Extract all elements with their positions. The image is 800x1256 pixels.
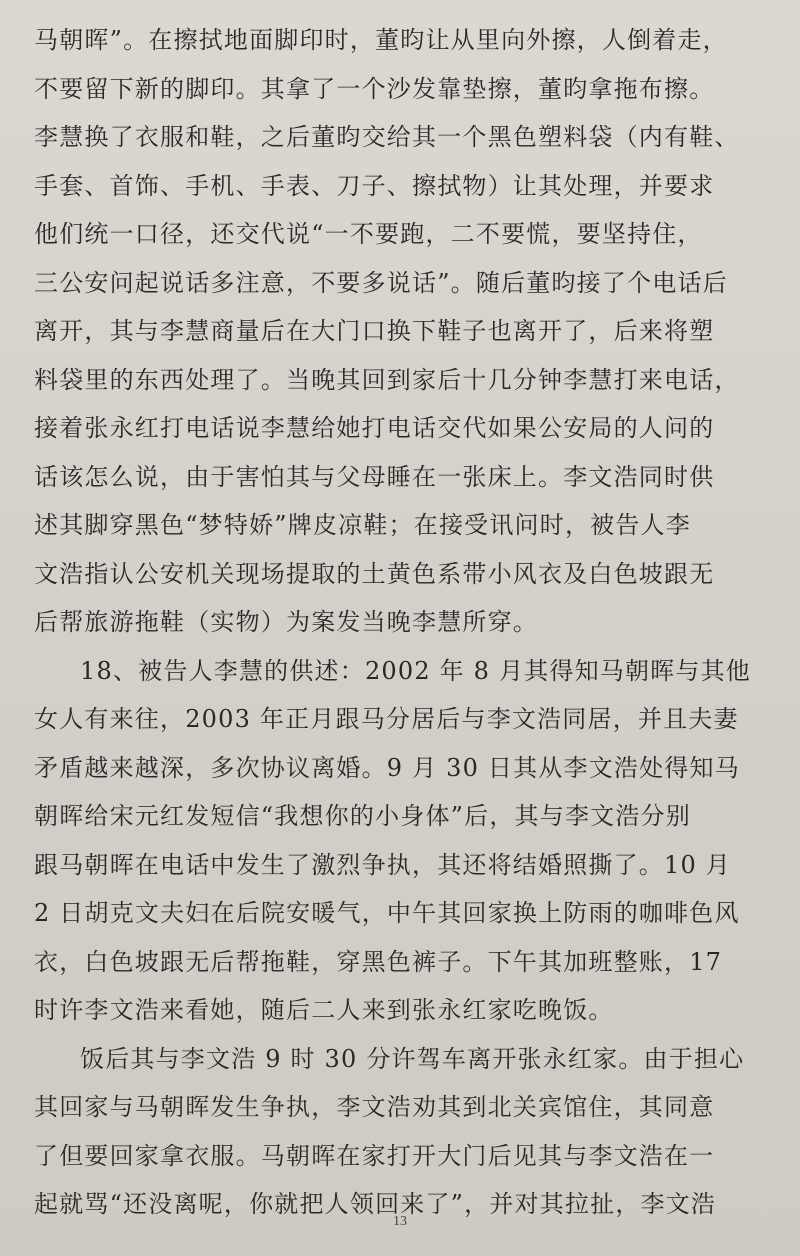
text-line: 2 日胡克文夫妇在后院安暖气，中午其回家换上防雨的咖啡色风 [34, 899, 740, 927]
text-line: 手套、首饰、手机、手表、刀子、擦拭物）让其处理，并要求 [34, 171, 715, 200]
page-number: 13 [393, 1214, 407, 1229]
text-line: 朝晖给宋元红发短信“我想你的小身体”后，其与李文浩分别 [34, 802, 691, 830]
text-line: 衣，白色坡跟无后帮拖鞋，穿黑色裤子。下午其加班整账，17 [34, 947, 723, 976]
text-line: 马朝晖”。在擦拭地面脚印时，董昀让从里向外擦，人倒着走， [34, 26, 728, 54]
text-line: 其回家与马朝晖发生争执，李文浩劝其到北关宾馆住，其同意 [34, 1093, 715, 1121]
text-line: 接着张永红打电话说李慧给她打电话交代如果公安局的人问的 [34, 414, 715, 442]
text-line: 三公安问起说话多注意，不要多说话”。随后董昀接了个电话后 [34, 268, 728, 297]
text-line: 了但要回家拿衣服。马朝晖在家打开大门后见其与李文浩在一 [34, 1141, 715, 1170]
text-line: 他们统一口径，还交代说“一不要跑，二不要慌，要坚持住， [34, 220, 703, 248]
text-line: 时许李文浩来看她，随后二人来到张永红家吃晚饭。 [34, 996, 614, 1024]
text-line: 料袋里的东西处理了。当晚其回到家后十几分钟李慧打来电话， [34, 365, 740, 394]
text-line: 矛盾越来越深，多次协议离婚。9 月 30 日其从李文浩处得知马 [34, 753, 740, 782]
text-line: 女人有来往，2003 年正月跟马分居后与李文浩同居，并且夫妻 [34, 705, 739, 733]
paragraph-start-line: 18、被告人李慧的供述：2002 年 8 月其得知马朝晖与其他 [80, 656, 751, 685]
text-line: 离开，其与李慧商量后在大门口换下鞋子也离开了，后来将塑 [34, 317, 715, 345]
paragraph-start-line: 饭后其与李文浩 9 时 30 分许驾车离开张永红家。由于担心 [80, 1044, 745, 1073]
text-line: 起就骂“还没离呢，你就把人领回来了”，并对其拉扯，李文浩 [34, 1190, 717, 1218]
text-line: 后帮旅游拖鞋（实物）为案发当晚李慧所穿。 [34, 608, 538, 636]
text-line: 文浩指认公安机关现场提取的土黄色系带小风衣及白色坡跟无 [34, 559, 715, 588]
text-line: 述其脚穿黑色“梦特娇”牌皮凉鞋；在接受讯问时，被告人李 [34, 511, 691, 539]
text-line: 不要留下新的脚印。其拿了一个沙发靠垫擦，董昀拿拖布擦。 [34, 74, 715, 103]
text-line: 李慧换了衣服和鞋，之后董昀交给其一个黑色塑料袋（内有鞋、 [34, 123, 740, 151]
text-line: 话该怎么说，由于害怕其与父母睡在一张床上。李文浩同时供 [34, 462, 715, 491]
document-body [34, 16, 774, 1229]
text-line: 跟马朝晖在电话中发生了激烈争执，其还将结婚照撕了。10 月 [34, 850, 731, 879]
